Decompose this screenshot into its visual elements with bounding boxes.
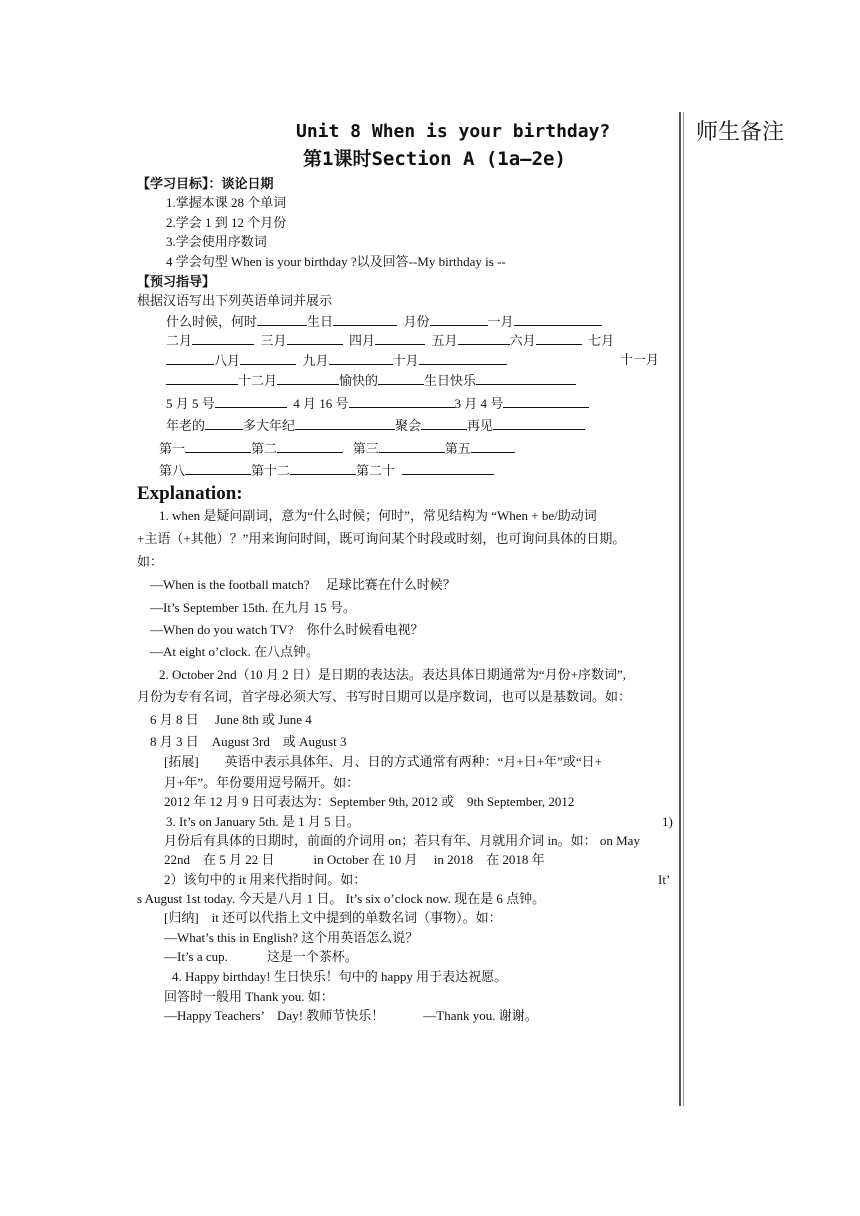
lesson-title: 第1课时Section A (1a—2e) bbox=[303, 148, 566, 170]
vocab-prompt: 四月 bbox=[349, 333, 376, 348]
vocab-row bbox=[159, 439, 515, 458]
explanation-line: 1. when 是疑问副词，意为“什么时候；何时”，常见结构为 “When + be/助动词 bbox=[159, 508, 597, 523]
vocab-prompt: 第一 bbox=[159, 441, 186, 456]
vocab-prompt: 五月 bbox=[431, 333, 458, 348]
answer-blank[interactable] bbox=[421, 416, 467, 430]
vocab-prompt: 年老的 bbox=[166, 418, 206, 433]
explanation-line: —It’s a cup. 这是一个茶杯。 bbox=[164, 949, 358, 964]
vocab-row bbox=[159, 461, 494, 480]
answer-blank[interactable] bbox=[215, 394, 287, 408]
answer-blank[interactable] bbox=[375, 331, 425, 345]
explanation-line: +主语（+其他）？”用来询问时间，既可询问某个时段或时刻，也可询问具体的日期。 bbox=[137, 531, 626, 546]
vocab-prompt: 多大年纪 bbox=[243, 418, 296, 433]
answer-blank[interactable] bbox=[503, 394, 589, 408]
answer-blank[interactable] bbox=[379, 439, 445, 453]
explanation-line: 如： bbox=[137, 554, 164, 569]
vocab-row bbox=[166, 312, 602, 331]
answer-blank[interactable] bbox=[166, 371, 238, 385]
vocab-row bbox=[166, 331, 614, 350]
explanation-line: [归纳] it 还可以代指上文中提到的单数名词（事物）。如： bbox=[164, 910, 502, 925]
answer-blank[interactable] bbox=[419, 351, 507, 365]
vocab-row bbox=[166, 394, 589, 413]
explanation-line: 月份后有具体的日期时，前面的介词用 on；若只有年、月就用介词 in。如： on May bbox=[164, 833, 640, 848]
vocab-prompt: 第十二 bbox=[251, 463, 291, 478]
vocab-prompt: 聚会 bbox=[395, 418, 422, 433]
vocab-prompt: 月份 bbox=[403, 314, 430, 329]
vocab-prompt: 第二十 bbox=[356, 463, 396, 478]
explanation-line: 2012 年 12 月 9 日可表达为：September 9th, 2012 或 9th September, 2012 bbox=[164, 794, 575, 809]
answer-blank[interactable] bbox=[185, 439, 251, 453]
explanation-line: —Happy Teachers’ Day! 教师节快乐！ —Thank you. 谢谢。 bbox=[164, 1008, 538, 1023]
vocab-prompt: 一月 bbox=[487, 314, 514, 329]
answer-blank[interactable] bbox=[493, 416, 585, 430]
explanation-line: 4. Happy birthday! 生日快乐！句中的 happy 用于表达祝愿。 bbox=[172, 969, 508, 984]
explanation-line: 6 月 8 日 June 8th 或 June 4 bbox=[150, 712, 312, 727]
vocab-prompt: 七月 bbox=[588, 333, 615, 348]
vocab-prompt: 第五 bbox=[444, 441, 471, 456]
answer-blank[interactable] bbox=[205, 416, 243, 430]
explanation-line: 月份为专有名词，首字母必须大写、书写时日期可以是序数词，也可以是基数词。如： bbox=[137, 689, 632, 704]
answer-blank[interactable] bbox=[185, 461, 251, 475]
explanation-line: 22nd 在 5 月 22 日 in October 在 10 月 in 2018 在 2018 年 bbox=[164, 852, 545, 867]
vocab-prompt: 十月 bbox=[392, 353, 419, 368]
explanation-line: 1) bbox=[662, 814, 673, 829]
explanation-line: It’ bbox=[658, 872, 671, 887]
goal-item: 3.学会使用序数词 bbox=[166, 234, 267, 249]
goal-item: 4 学会句型 When is your birthday ?以及回答--My birthday is -- bbox=[166, 254, 506, 269]
vocab-prompt: 八月 bbox=[214, 353, 241, 368]
explanation-line: 月+年”。年份要用逗号隔开。如： bbox=[164, 775, 360, 790]
vocab-row bbox=[166, 416, 585, 435]
vocab-prompt: 十二月 bbox=[238, 373, 278, 388]
preview-intro: 根据汉语写出下列英语单词并展示 bbox=[137, 293, 333, 308]
vocab-prompt: 3 月 4 号 bbox=[454, 396, 504, 411]
explanation-line: 8 月 3 日 August 3rd 或 August 3 bbox=[150, 734, 347, 749]
vocab-prompt: 生日快乐 bbox=[424, 373, 477, 388]
answer-blank[interactable] bbox=[329, 351, 393, 365]
vocab-prompt: 二月 bbox=[166, 333, 193, 348]
answer-blank[interactable] bbox=[287, 331, 343, 345]
vocab-prompt: 三月 bbox=[260, 333, 287, 348]
answer-blank[interactable] bbox=[192, 331, 254, 345]
column-divider bbox=[679, 112, 681, 1106]
answer-blank[interactable] bbox=[458, 331, 510, 345]
vocab-prompt: 第三 bbox=[352, 441, 379, 456]
explanation-line: —What’s this in English? 这个用英语怎么说？ bbox=[164, 930, 419, 945]
answer-blank[interactable] bbox=[514, 312, 602, 326]
answer-blank[interactable] bbox=[430, 312, 488, 326]
goals-heading: 【学习目标】：谈论日期 bbox=[137, 176, 274, 191]
answer-blank[interactable] bbox=[333, 312, 397, 326]
answer-blank[interactable] bbox=[378, 371, 424, 385]
answer-blank[interactable] bbox=[295, 416, 395, 430]
vocab-prompt: 再见 bbox=[467, 418, 494, 433]
answer-blank[interactable] bbox=[471, 439, 515, 453]
explanation-line: 回答时一般用 Thank you. 如： bbox=[164, 989, 334, 1004]
vocab-prompt: 什么时候，何时 bbox=[166, 314, 258, 329]
explanation-line: —When is the football match? 足球比赛在什么时候？ bbox=[150, 577, 456, 592]
page-title: Unit 8 When is your birthday? bbox=[296, 121, 611, 142]
vocab-prompt: 5 月 5 号 bbox=[166, 396, 215, 411]
goal-item: 1.掌握本课 28 个单词 bbox=[166, 195, 287, 210]
answer-blank[interactable] bbox=[166, 351, 214, 365]
vocab-prompt: 4 月 16 号 bbox=[293, 396, 349, 411]
vocab-prompt: 六月 bbox=[509, 333, 536, 348]
answer-blank[interactable] bbox=[290, 461, 356, 475]
explanation-line: 2. October 2nd（10 月 2 日）是日期的表达法。表达具体日期通常为“月份+序数词”, bbox=[159, 667, 626, 682]
explanation-line: 2）该句中的 it 用来代指时间。如： bbox=[164, 872, 367, 887]
answer-blank[interactable] bbox=[257, 312, 307, 326]
answer-blank[interactable] bbox=[402, 461, 494, 475]
answer-blank[interactable] bbox=[277, 371, 339, 385]
explanation-line: —When do you watch TV? 你什么时候看电视？ bbox=[150, 622, 424, 637]
vocab-row bbox=[166, 371, 576, 390]
explanation-heading: Explanation: bbox=[137, 483, 243, 504]
explanation-line: [拓展] 英语中表示具体年、月、日的方式通常有两种：“月+日+年”或“日+ bbox=[164, 754, 602, 769]
goal-item: 2.学会 1 到 12 个月份 bbox=[166, 215, 287, 230]
vocab-prompt: 九月 bbox=[302, 353, 329, 368]
explanation-line: 3. It’s on January 5th. 是 1 月 5 日。 bbox=[166, 814, 360, 829]
answer-blank[interactable] bbox=[476, 371, 576, 385]
vocab-row bbox=[166, 351, 507, 370]
answer-blank[interactable] bbox=[536, 331, 582, 345]
vocab-prompt: 第二 bbox=[251, 441, 278, 456]
vocab-prompt: 十一月 bbox=[620, 352, 660, 367]
answer-blank[interactable] bbox=[349, 394, 455, 408]
explanation-line: s August 1st today. 今天是八月 1 日。 It’s six o’clock now. 现在是 6 点钟。 bbox=[137, 891, 546, 906]
vocab-prompt: 生日 bbox=[307, 314, 334, 329]
vocab-prompt: 第八 bbox=[159, 463, 186, 478]
explanation-line: —It’s September 15th. 在九月 15 号。 bbox=[150, 600, 356, 615]
answer-blank[interactable] bbox=[240, 351, 296, 365]
side-notes-label: 师生备注 bbox=[696, 119, 785, 144]
vocab-prompt: 愉快的 bbox=[339, 373, 379, 388]
answer-blank[interactable] bbox=[277, 439, 343, 453]
preview-heading: 【预习指导】 bbox=[137, 274, 216, 289]
column-divider-inner bbox=[683, 112, 684, 1106]
explanation-line: —At eight o’clock. 在八点钟。 bbox=[150, 644, 319, 659]
